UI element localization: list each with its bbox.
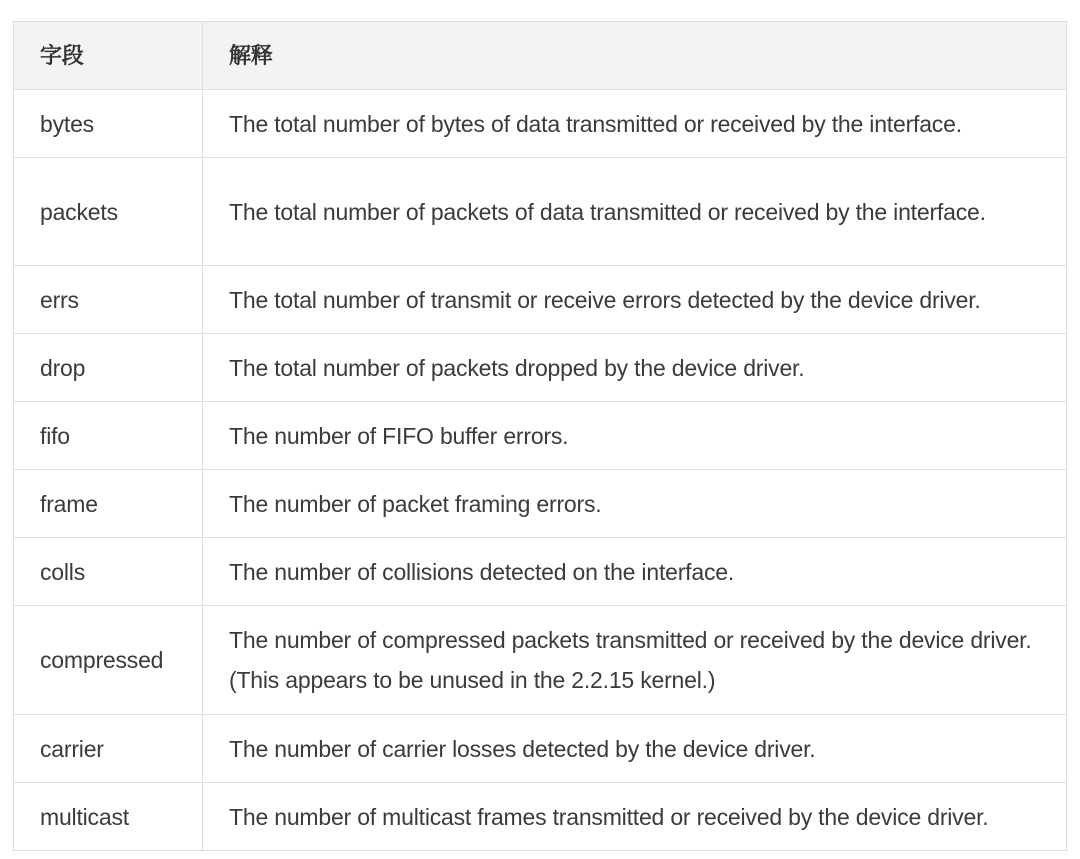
field-cell: colls [14, 538, 203, 606]
description-cell: The total number of packets dropped by the device driver. [203, 334, 1067, 402]
description-cell: The total number of transmit or receive errors detected by the device driver. [203, 266, 1067, 334]
field-cell: fifo [14, 402, 203, 470]
header-description: 解释 [203, 22, 1067, 90]
table-row [14, 606, 1067, 715]
table-row [14, 538, 1067, 606]
description-cell: The number of carrier losses detected by the device driver. [203, 715, 1067, 783]
table-header-row [14, 22, 1067, 90]
description-cell: The number of multicast frames transmitted or received by the device driver. [203, 783, 1067, 851]
field-cell: carrier [14, 715, 203, 783]
table-row [14, 90, 1067, 158]
table-row [14, 334, 1067, 402]
table-row [14, 266, 1067, 334]
table-row [14, 158, 1067, 266]
header-field: 字段 [14, 22, 203, 90]
field-cell: multicast [14, 783, 203, 851]
description-cell: The number of packet framing errors. [203, 470, 1067, 538]
fields-table [13, 21, 1067, 851]
field-cell: drop [14, 334, 203, 402]
description-cell: The total number of packets of data transmitted or received by the interface. [203, 158, 1067, 266]
table-row [14, 470, 1067, 538]
table-row [14, 715, 1067, 783]
description-cell: The number of compressed packets transmitted or received by the device driver. (This appears to be unused in the 2.2.15 kernel.) [203, 606, 1067, 715]
table-row [14, 402, 1067, 470]
description-cell: The number of collisions detected on the interface. [203, 538, 1067, 606]
field-cell: frame [14, 470, 203, 538]
description-cell: The total number of bytes of data transmitted or received by the interface. [203, 90, 1067, 158]
field-cell: bytes [14, 90, 203, 158]
field-cell: packets [14, 158, 203, 266]
table-container [13, 21, 1066, 851]
field-cell: errs [14, 266, 203, 334]
field-cell: compressed [14, 606, 203, 715]
table-row [14, 783, 1067, 851]
description-cell: The number of FIFO buffer errors. [203, 402, 1067, 470]
